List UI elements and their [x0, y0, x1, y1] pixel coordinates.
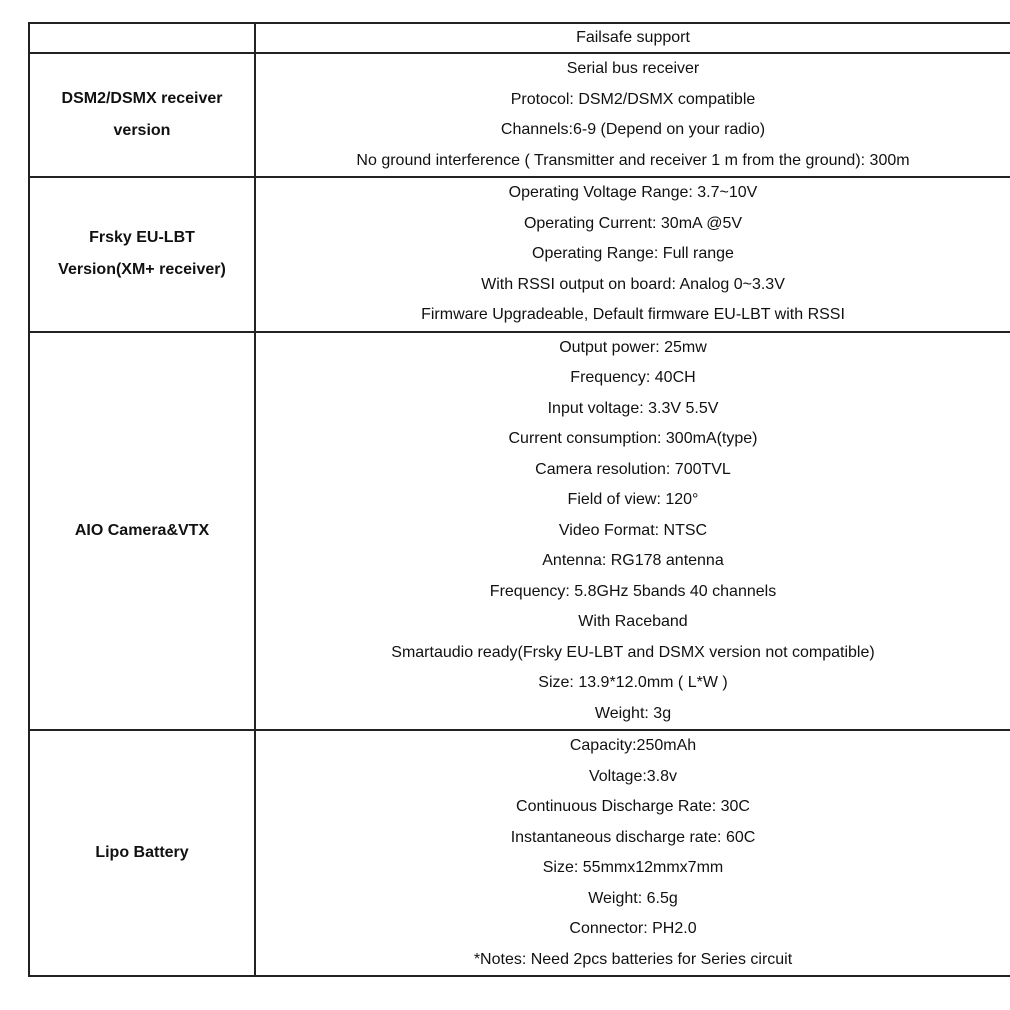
spec-line: Voltage:3.8v [588, 767, 678, 785]
header-row [29, 23, 1010, 53]
spec-line: Input voltage: 3.3V 5.5V [547, 399, 719, 417]
section-label: AIO Camera&VTX [74, 521, 210, 539]
section-label: Lipo Battery [95, 844, 189, 861]
spec-line: Video Format: NTSC [558, 521, 708, 539]
spec-line: Operating Range: Full range [532, 245, 734, 262]
spec-line: Operating Voltage Range: 3.7~10V [508, 184, 758, 201]
spec-line: Size: 13.9*12.0mm ( L*W ) [538, 674, 728, 691]
header-label-cell [29, 23, 255, 53]
spec-line: Current consumption: 300mA(type) [508, 430, 758, 447]
spec-line: *Notes: Need 2pcs batteries for Series circuit [473, 950, 793, 968]
spec-line: No ground interference ( Transmitter and receiver 1 m from the ground): 300m [356, 151, 910, 169]
spec-line: Smartaudio ready(Frsky EU-LBT and DSMX version not compatible) [391, 643, 875, 661]
section-values-cell [255, 332, 1010, 731]
section-values-cell [255, 177, 1010, 332]
spec-table-body [29, 23, 1010, 976]
spec-line: Operating Current: 30mA @5V [523, 214, 743, 232]
section-label: DSM2/DSMX receiver [61, 90, 223, 107]
spec-line: Channels:6-9 (Depend on your radio) [500, 121, 766, 138]
spec-table [28, 22, 1010, 977]
spec-line: Frequency: 40CH [570, 369, 696, 386]
spec-line: Antenna: RG178 antenna [542, 552, 724, 569]
spec-line: Continuous Discharge Rate: 30C [516, 798, 750, 815]
spec-line: Protocol: DSM2/DSMX compatible [510, 90, 756, 108]
section-values-cell [255, 53, 1010, 177]
section-row-lipo-battery [29, 730, 1010, 976]
section-label-cell [29, 177, 255, 332]
spec-line: Serial bus receiver [566, 60, 700, 77]
spec-line: Frequency: 5.8GHz 5bands 40 channels [489, 582, 777, 600]
spec-line: With RSSI output on board: Analog 0~3.3V [481, 275, 785, 293]
header-value-cell [255, 23, 1010, 53]
section-row-dsm-receiver [29, 53, 1010, 177]
spec-line: Connector: PH2.0 [569, 920, 697, 937]
spec-line: Size: 55mmx12mmx7mm [542, 859, 724, 876]
spec-line: Instantaneous discharge rate: 60C [510, 828, 756, 846]
section-label: Frsky EU-LBT [89, 229, 195, 247]
section-label: Version(XM+ receiver) [58, 261, 226, 279]
section-row-camera-vtx [29, 332, 1010, 731]
section-row-frsky-receiver [29, 177, 1010, 332]
section-label-cell [29, 730, 255, 976]
failsafe-text: Failsafe support [576, 29, 690, 46]
spec-line: Firmware Upgradeable, Default firmware EU-LBT with RSSI [421, 306, 845, 323]
section-label: version [113, 122, 171, 139]
spec-line: Capacity:250mAh [569, 737, 697, 754]
spec-line: Field of view: 120° [567, 491, 699, 508]
spec-line: Camera resolution: 700TVL [535, 460, 731, 478]
spec-line: With Raceband [578, 613, 688, 630]
section-values-cell [255, 730, 1010, 976]
section-label-cell [29, 332, 255, 731]
section-label-cell [29, 53, 255, 177]
spec-line: Weight: 3g [594, 704, 672, 722]
spec-line: Weight: 6.5g [588, 889, 678, 907]
spec-line: Output power: 25mw [559, 338, 707, 356]
